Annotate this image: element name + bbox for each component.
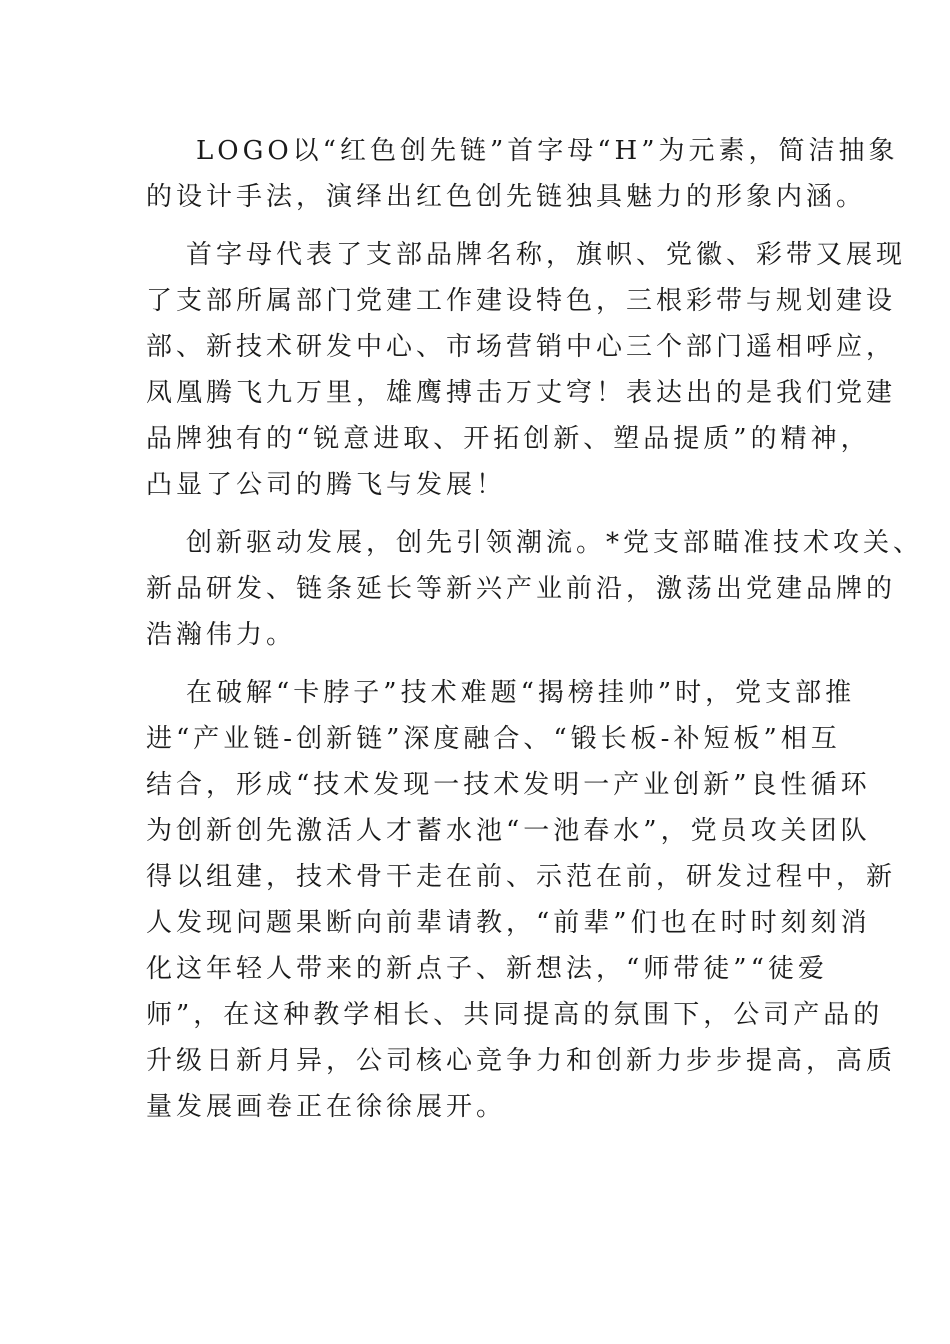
text-line: 凸显了公司的腾飞与发展！ [146, 470, 507, 500]
text-line: 师”，在这种教学相长、共同提高的氛围下，公司产品的 [146, 1000, 884, 1030]
text-line: 凤凰腾飞九万里，雄鹰搏击万丈穹！表达出的是我们党建 [146, 378, 897, 408]
text-line: 部、新技术研发中心、市场营销中心三个部门遥相呼应， [146, 332, 897, 362]
text-line: LOGO以“红色创先链”首字母“H”为元素，简洁抽象 [196, 136, 899, 166]
text-line: 量发展画卷正在徐徐展开。 [146, 1092, 507, 1122]
paragraph-innovation-drive [146, 520, 924, 658]
text-line: 品牌独有的“锐意进取、开拓创新、塑品提质”的精神， [146, 424, 871, 454]
paragraph-logo-description [146, 128, 899, 220]
text-line: 新品研发、链条延长等新兴产业前沿，激荡出党建品牌的 [146, 574, 897, 604]
text-line: 进“产业链-创新链”深度融合、“锻长板-补短板”相互 [146, 724, 841, 754]
text-line: 浩瀚伟力。 [146, 620, 297, 650]
document-body [146, 128, 924, 1142]
text-line: 了支部所属部门党建工作建设特色，三根彩带与规划建设 [146, 286, 897, 316]
text-line: 在破解“卡脖子”技术难题“揭榜挂帅”时，党支部推 [186, 678, 856, 708]
paragraph-tech-breakthrough [146, 670, 897, 1130]
text-line: 人发现问题果断向前辈请教，“前辈”们也在时时刻刻消 [146, 908, 871, 938]
text-line: 得以组建，技术骨干走在前、示范在前，研发过程中，新 [146, 862, 897, 892]
text-line: 化这年轻人带来的新点子、新想法，“师带徒”“徒爱 [146, 954, 828, 984]
paragraph-brand-meaning [146, 232, 907, 508]
text-line: 首字母代表了支部品牌名称，旗帜、党徽、彩带又展现 [186, 240, 907, 270]
text-line: 的设计手法，演绎出红色创先链独具魅力的形象内涵。 [146, 182, 867, 212]
text-line: 创新驱动发展，创先引领潮流。*党支部瞄准技术攻关、 [186, 528, 924, 558]
text-line: 结合，形成“技术发现一技术发明一产业创新”良性循环 [146, 770, 871, 800]
text-line: 为创新创先激活人才蓄水池“一池春水”，党员攻关团队 [146, 816, 871, 846]
text-line: 升级日新月异，公司核心竞争力和创新力步步提高，高质 [146, 1046, 897, 1076]
